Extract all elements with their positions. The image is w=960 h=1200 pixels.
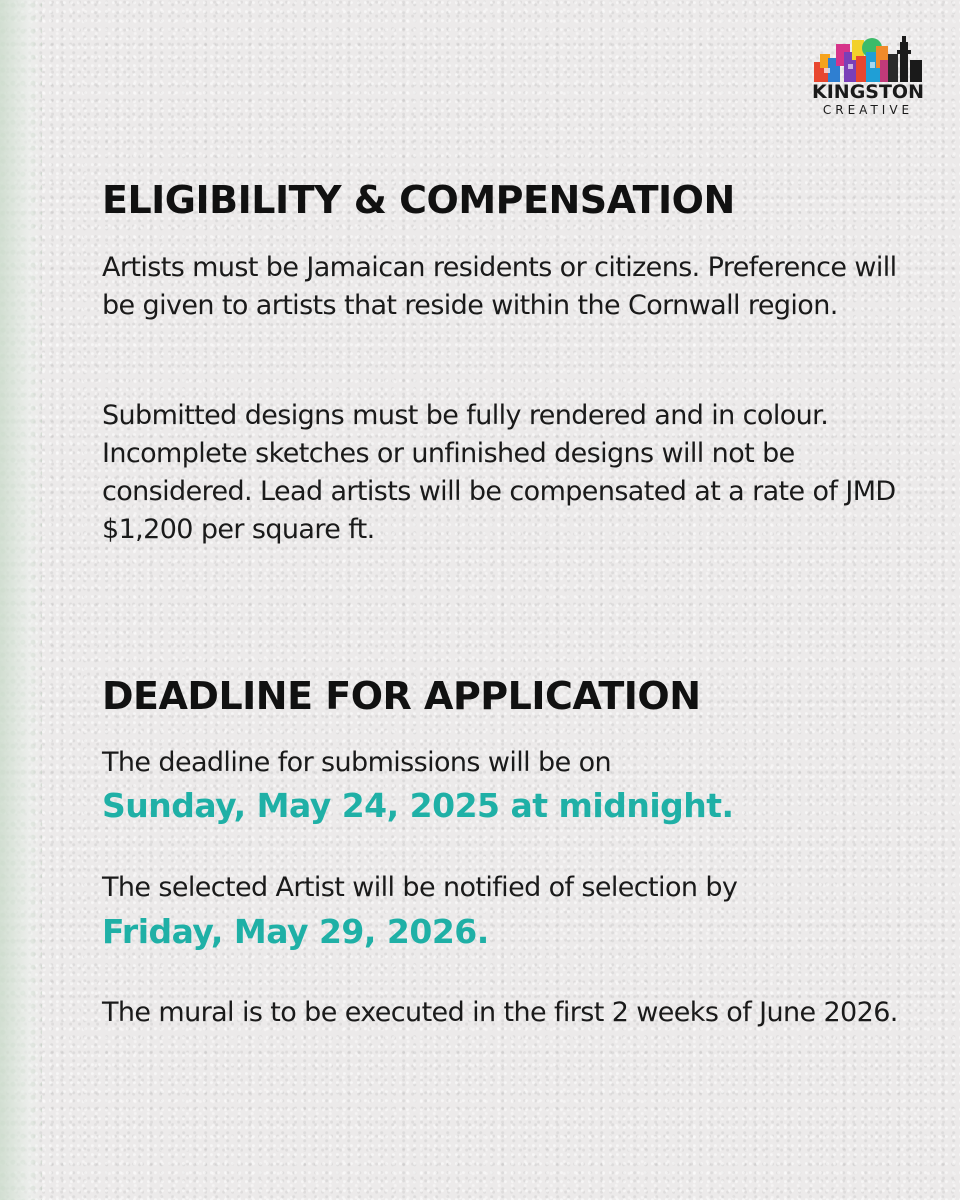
- deadline-heading: DEADLINE FOR APPLICATION: [102, 674, 701, 718]
- execution-text: The mural is to be executed in the first 2 weeks of June 2026.: [102, 997, 898, 1028]
- submission-deadline-text: The deadline for submissions will be on: [102, 747, 612, 778]
- eligibility-paragraph-2: Submitted designs must be fully rendered and in colour. Incomplete sketches or unfinished designs will not be considered. Lead artists will be compensated at a rate of JMD $1,200 per square ft.: [102, 400, 896, 545]
- notification-date: Friday, May 29, 2026.: [102, 912, 489, 951]
- left-edge-texture: [0, 0, 42, 1200]
- submission-deadline-date: Sunday, May 24, 2025 at midnight.: [102, 786, 734, 825]
- skyline-icon: [810, 32, 926, 84]
- notification-text: The selected Artist will be notified of selection by: [102, 872, 738, 903]
- eligibility-heading: ELIGIBILITY & COMPENSATION: [102, 178, 735, 222]
- logo-wordmark-creative: CREATIVE: [822, 103, 914, 117]
- logo-wordmark-kingston: KINGSTON: [812, 81, 924, 103]
- eligibility-paragraph-1: Artists must be Jamaican residents or citizens. Preference will be given to artists that reside within the Cornwall region.: [102, 252, 897, 321]
- kingston-creative-logo: [810, 32, 926, 122]
